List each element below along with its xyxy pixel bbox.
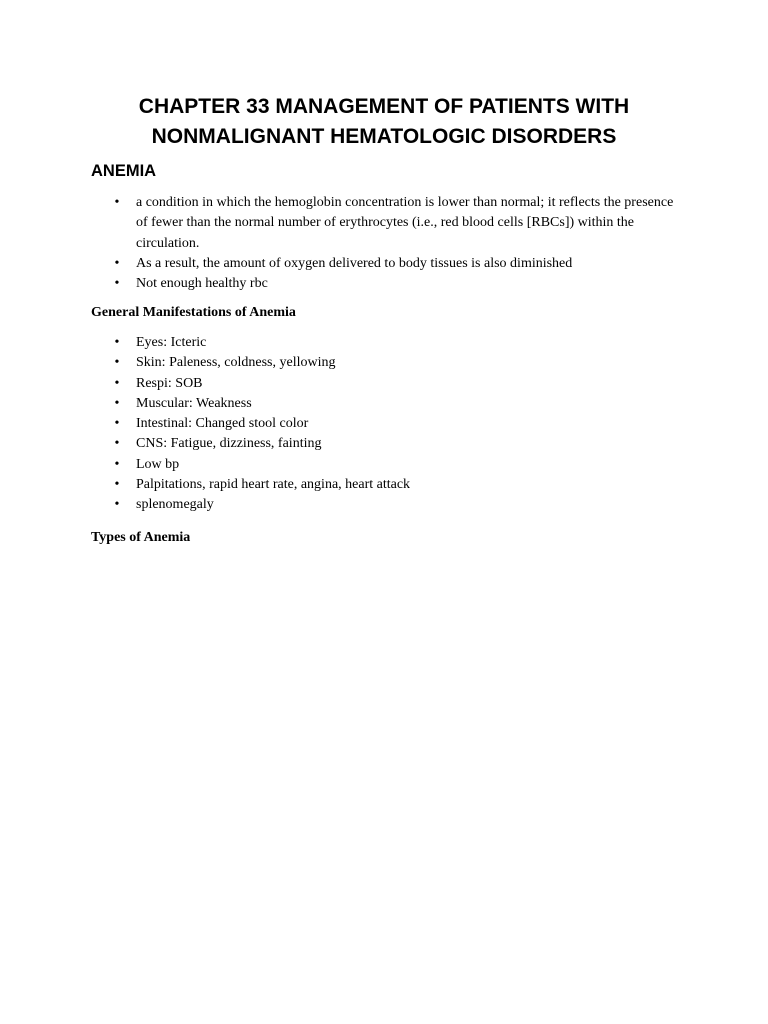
bullet-icon: • xyxy=(114,335,120,350)
list-item-text: splenomegaly xyxy=(136,497,214,513)
list-item-text: Intestinal: Changed stool color xyxy=(136,416,309,432)
list-item-text: Palpitations, rapid heart rate, angina, heart attack xyxy=(136,477,411,493)
list-item-text: a condition in which the hemoglobin concentration is lower than normal; it reflects the presence of fewer than the normal number of erythrocytes (i.e., red blood cells [RBCs]) within the circulation. xyxy=(136,195,674,251)
bullet-icon: • xyxy=(114,375,120,391)
list-item xyxy=(112,414,687,434)
list-item xyxy=(112,333,687,353)
bullet-icon: • xyxy=(114,456,120,472)
list-item xyxy=(112,434,687,454)
bullet-icon: • xyxy=(114,416,120,432)
bullet-icon: • xyxy=(114,195,120,210)
list-item xyxy=(112,254,687,274)
list-item-text: Skin: Paleness, coldness, yellowing xyxy=(136,355,336,371)
list-item xyxy=(112,274,687,294)
list-item-text: Muscular: Weakness xyxy=(136,395,252,411)
bullet-icon: • xyxy=(114,497,120,513)
section-heading-anemia: ANEMIA xyxy=(91,162,157,180)
definition-list xyxy=(112,193,687,294)
types-heading: Types of Anemia xyxy=(91,530,191,545)
list-item xyxy=(112,455,687,475)
manifestations-heading: General Manifestations of Anemia xyxy=(91,305,296,320)
bullet-icon: • xyxy=(114,395,120,411)
list-item xyxy=(112,495,687,515)
list-item xyxy=(112,374,687,394)
bullet-icon: • xyxy=(114,276,120,292)
list-item-text: CNS: Fatigue, dizziness, fainting xyxy=(136,436,322,452)
chapter-title-line-1: CHAPTER 33 MANAGEMENT OF PATIENTS WITH xyxy=(138,95,630,118)
list-item xyxy=(112,353,687,373)
list-item xyxy=(112,475,687,495)
manifestations-list xyxy=(112,333,687,516)
list-item-text: Not enough healthy rbc xyxy=(136,276,268,292)
bullet-icon: • xyxy=(114,477,120,493)
list-item-text: Eyes: Icteric xyxy=(136,335,207,350)
list-item-text: Respi: SOB xyxy=(136,375,203,391)
list-item-text: Low bp xyxy=(136,456,180,472)
list-item xyxy=(112,394,687,414)
chapter-title xyxy=(60,92,708,152)
bullet-icon: • xyxy=(114,436,120,452)
bullet-icon: • xyxy=(114,355,120,371)
list-item-text: As a result, the amount of oxygen delivered to body tissues is also diminished xyxy=(136,255,573,271)
list-item xyxy=(112,193,687,254)
chapter-title-line-2: NONMALIGNANT HEMATOLOGIC DISORDERS xyxy=(151,125,617,148)
bullet-icon: • xyxy=(114,255,120,271)
